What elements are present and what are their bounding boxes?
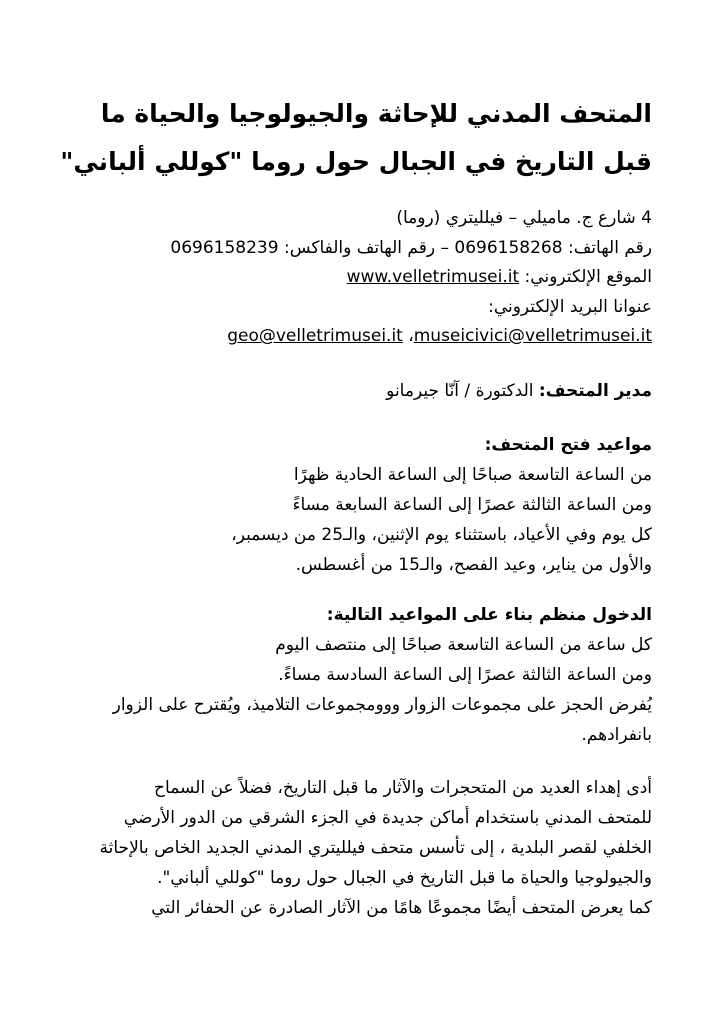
opening-hours-line: ومن الساعة الثالثة عصرًا إلى الساعة السابعة مساءً bbox=[292, 495, 652, 515]
entry-section bbox=[60, 600, 652, 750]
about-line: للمتحف المدني باستخدام أماكن جديدة في الجزء الشرقي من الدور الأرضي bbox=[123, 808, 652, 828]
address: 4 شارع ج. ماميلي – فيلليتري (روما) bbox=[396, 208, 652, 228]
website-label: الموقع الإلكتروني: bbox=[519, 267, 652, 287]
director-row bbox=[60, 376, 652, 406]
opening-hours-line: كل يوم وفي الأعياد، باستثناء يوم الإثنين، والـ25 من ديسمبر، bbox=[231, 525, 652, 545]
email-row bbox=[60, 322, 652, 352]
about-line: أدى إهداء العديد من المتحجرات والآثار ما قبل التاريخ، فضلاً عن السماح bbox=[154, 778, 652, 798]
director-name: الدكتورة / آنّا جيرمانو bbox=[386, 381, 539, 401]
contact-info bbox=[60, 204, 652, 352]
entry-line: كل ساعة من الساعة التاسعة صباحًا إلى منتصف اليوم bbox=[275, 635, 652, 655]
email-separator: ، bbox=[402, 326, 414, 346]
title-line-1: المتحف المدني للإحاثة والجيولوجيا والحياة ما bbox=[100, 99, 652, 128]
about-line: كما يعرض المتحف أيضًا مجموعًا هامًا من الآثار الصادرة عن الحفائر التي bbox=[151, 898, 652, 918]
about-line: والجيولوجيا والحياة ما قبل التاريخ في الجبال حول روما "كوللي ألباني". bbox=[157, 868, 652, 888]
entry-line: ومن الساعة الثالثة عصرًا إلى الساعة السادسة مساءً. bbox=[278, 665, 652, 685]
about-line: الخلفي لقصر البلدية ، إلى تأسس متحف فيلليتري المدني الجديد الخاص بالإحاثة bbox=[99, 838, 652, 858]
entry-line: بانفرادهم. bbox=[581, 725, 652, 745]
website-row bbox=[60, 263, 652, 293]
email-label: عنوانا البريد الإلكتروني: bbox=[488, 296, 652, 317]
about-paragraph bbox=[60, 773, 652, 923]
phone-numbers: رقم الهاتف: 0696158268 – رقم الهاتف والفاكس: 0696158239 bbox=[170, 237, 652, 258]
entry-line: يُفرض الحجز على مجموعات الزوار ووومجموعات التلاميذ، ويُقترح على الزوار bbox=[112, 695, 652, 715]
opening-hours-section bbox=[60, 430, 652, 580]
entry-heading: الدخول منظم بناء على المواعيد التالية: bbox=[326, 605, 652, 625]
email-link-geo[interactable]: geo@velletrimusei.it bbox=[227, 326, 403, 346]
museum-title bbox=[60, 90, 652, 186]
title-line-2: قبل التاريخ في الجبال حول روما "كوللي ألباني" bbox=[60, 147, 652, 176]
email-link-museicivici[interactable]: museicivici@velletrimusei.it bbox=[413, 326, 652, 346]
opening-hours-line: من الساعة التاسعة صباحًا إلى الساعة الحادية ظهرًا bbox=[293, 465, 652, 485]
opening-hours-heading: مواعيد فتح المتحف: bbox=[484, 435, 652, 455]
director-label: مدير المتحف: bbox=[538, 381, 652, 401]
opening-hours-line: والأول من يناير، وعيد الفصح، والـ15 من أغسطس. bbox=[295, 555, 652, 575]
website-link[interactable]: www.velletrimusei.it bbox=[346, 267, 520, 287]
